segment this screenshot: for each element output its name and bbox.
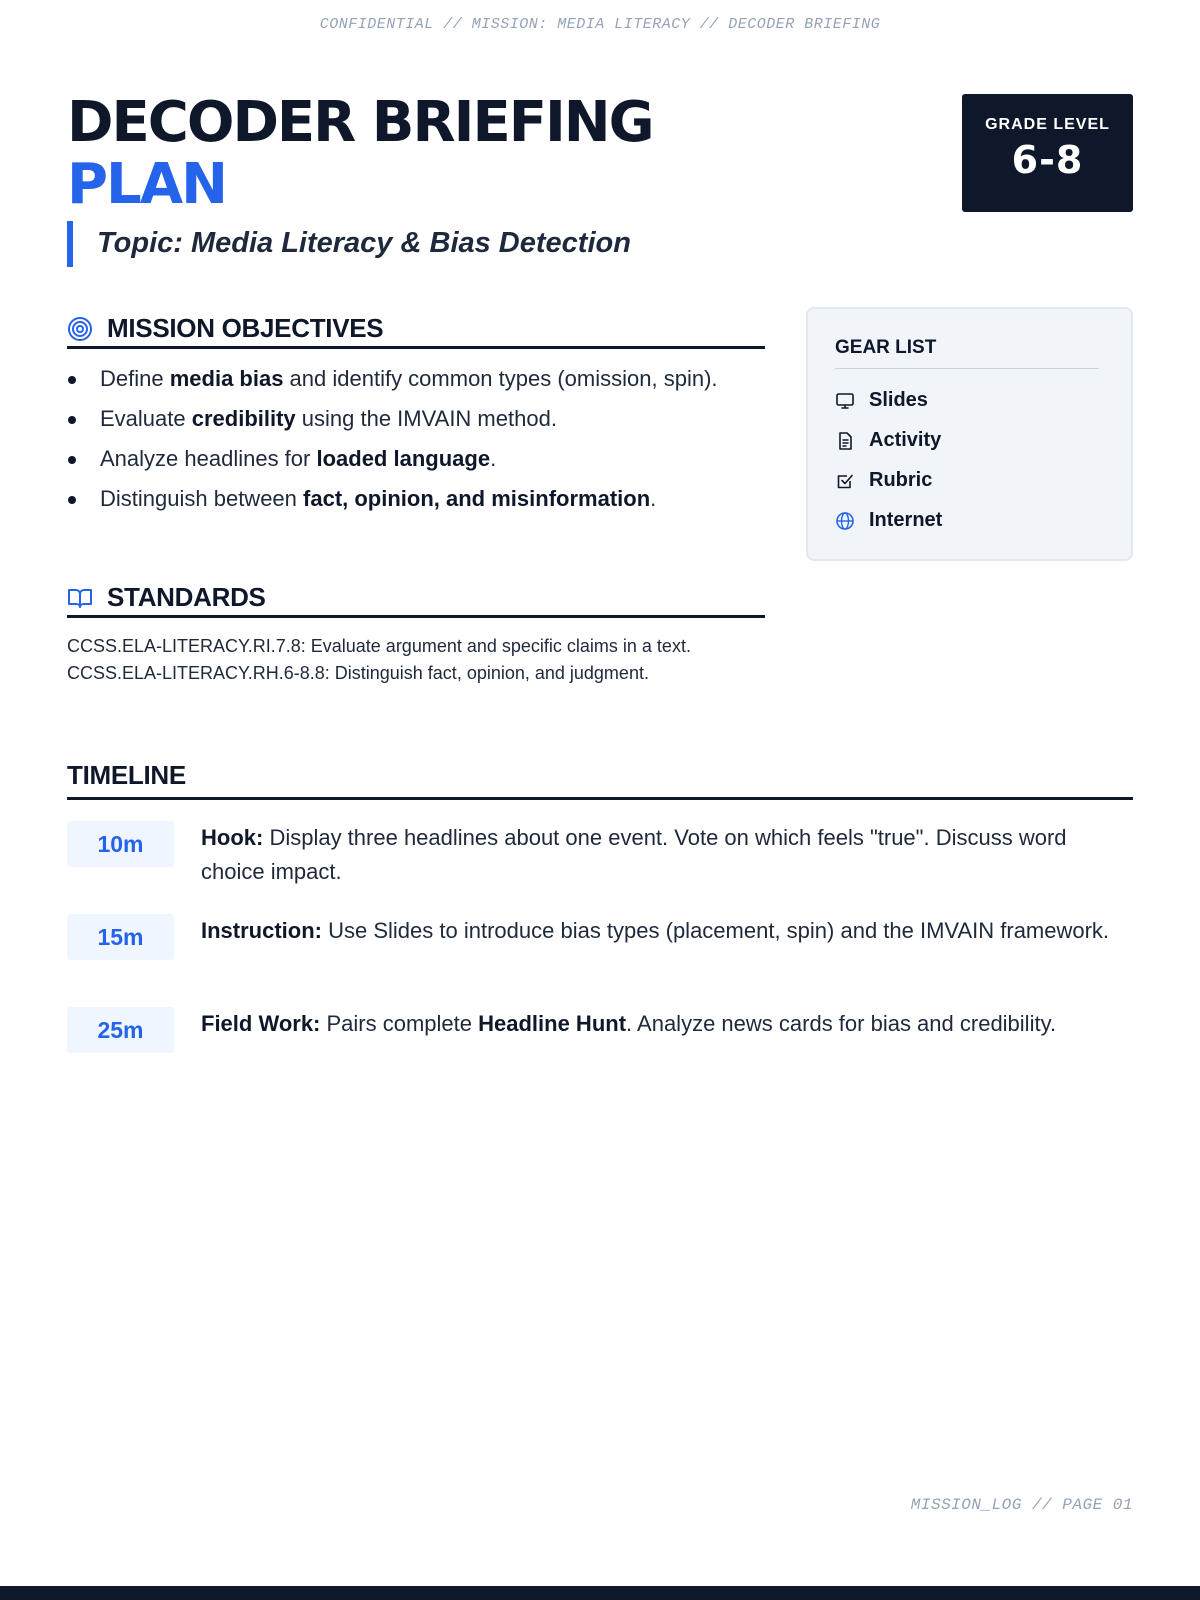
list-item: Distinguish between fact, opinion, and misinformation. (67, 482, 757, 516)
objectives-heading (67, 311, 765, 349)
timeline-heading: TIMELINE (67, 760, 1133, 800)
globe-icon (835, 511, 855, 531)
checkbox-icon (835, 471, 855, 491)
grade-level-value: 6-8 (1011, 138, 1084, 182)
duration-badge: 10m (67, 821, 174, 867)
confidential-banner: CONFIDENTIAL // MISSION: MEDIA LITERACY // DECODER BRIEFING (319, 16, 881, 33)
page-title (67, 92, 653, 216)
book-open-icon (67, 585, 93, 611)
list-item: Define media bias and identify common types (omission, spin). (67, 362, 757, 396)
duration-badge: 25m (67, 1007, 174, 1053)
gear-item-slides (835, 389, 928, 412)
standard-item: CCSS.ELA-LITERACY.RI.7.8: Evaluate argument and specific claims in a text. (67, 636, 691, 656)
grade-level-badge (962, 94, 1133, 212)
standards-list (67, 633, 757, 687)
target-icon (67, 316, 93, 342)
standard-item: CCSS.ELA-LITERACY.RH.6-8.8: Distinguish fact, opinion, and judgment. (67, 663, 649, 683)
timeline-description: Hook: Display three headlines about one event. Vote on which feels "true". Discuss word choice impact. (201, 825, 1067, 884)
list-item: Evaluate credibility using the IMVAIN method. (67, 402, 757, 436)
gear-item-label: Slides (869, 389, 928, 411)
bottom-bar (0, 1586, 1200, 1600)
timeline-description: Field Work: Pairs complete Headline Hunt. Analyze news cards for bias and credibility. (201, 1011, 1057, 1036)
grade-level-label: GRADE LEVEL (985, 116, 1110, 133)
page-footer: MISSION_LOG // PAGE 01 (910, 1496, 1133, 1514)
title-line-2: PLAN (67, 152, 226, 217)
gear-item-activity (835, 429, 941, 452)
gear-item-rubric (835, 469, 932, 492)
document-icon (835, 431, 855, 451)
gear-item-label: Activity (869, 429, 942, 451)
title-line-1: DECODER BRIEFING (67, 90, 653, 155)
timeline-description: Instruction: Use Slides to introduce bias types (placement, spin) and the IMVAIN framework. (201, 918, 1110, 943)
topic-subtitle: Topic: Media Literacy & Bias Detection (67, 221, 631, 267)
standards-heading (67, 580, 765, 618)
objectives-list (67, 362, 757, 522)
gear-item-label: Internet (869, 509, 943, 531)
gear-item-label: Rubric (869, 469, 933, 491)
duration-badge: 15m (67, 914, 174, 960)
gear-list-heading: GEAR LIST (835, 337, 1099, 369)
list-item: Analyze headlines for loaded language. (67, 442, 757, 476)
standards-heading-text: STANDARDS (107, 582, 266, 612)
monitor-icon (835, 391, 855, 411)
objectives-heading-text: MISSION OBJECTIVES (107, 313, 384, 343)
gear-list-panel (806, 307, 1133, 561)
gear-item-internet (835, 509, 942, 532)
